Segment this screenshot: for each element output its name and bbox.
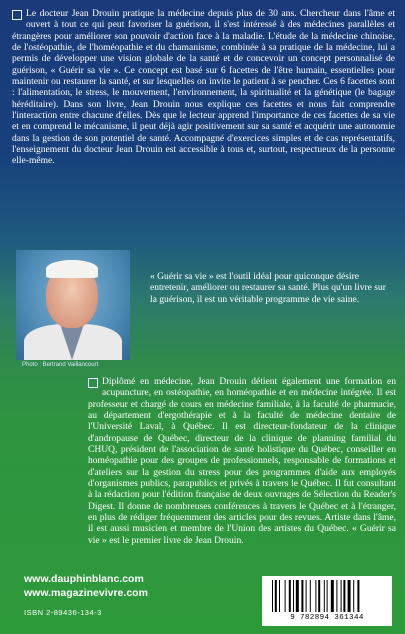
photo-credit: Photo : Bertrand Vaillancourt (22, 362, 99, 368)
website-links (24, 572, 148, 600)
quote-paragraph: « Guérir sa vie » est l'outil idéal pour quiconque désire entretenir, améliorer ou restaurer sa santé. Plus qu'un livre sur la guérison, il est un véritable programme de vie saine. (150, 271, 386, 305)
link-magazinevivre[interactable]: www.magazinevivre.com (24, 587, 148, 599)
author-photo (16, 250, 130, 360)
barcode (262, 576, 392, 626)
dropcap-square-icon (88, 378, 98, 388)
intro-text: Le docteur Jean Drouin pratique la médecine depuis plus de 30 ans. Chercheur dans l'âme et ouvert à tout ce qui peut favoriser la guérison, il s'est intéressé à des médecines parallèles et étrangères pour améliorer son pouvoir d'action face à la maladie. L'étude de la médecine chinoise, de l'ostéopathie, de l'homéopathie et du chamanisme, combinée à sa pratique de la médecine, lui a permis de développer une vision globale de la santé et de concevoir un concept personnalisé de guérison, « Guérir sa vie ». Ce concept est basé sur 6 facettes de l'être humain, essentielles pour maintenir ou restaurer la santé, et sur lesquelles on invite le patient à se pencher. Ces 6 facettes sont : l'alimentation, le stress, le mouvement, l'environnement, la spiritualité et la génétique (le bagage héréditaire). Dans son livre, Jean Drouin nous explique ces facettes et nous fait comprendre l'interaction entre chacune d'elles. Dès que le lecteur apprend l'importance de ces facettes de sa vie et en comprend le mécanisme, il peut déjà agir positivement sur sa santé et acquérir une autonomie dans la gestion de son potentiel de santé. Accompagné d'exercices simples et de cas représentatifs, l'enseignement du docteur Jean Drouin est accessible à tous et, surtout, respectueux de la personne elle-même. (12, 8, 395, 167)
isbn-text: ISBN 2-89436-134-3 (24, 608, 102, 617)
bio-text: Diplômé en médecine, Jean Drouin détient également une formation en acupuncture, en ostéopathie, en homéopathie et en médecine intégrée. Il est professeur et chargé de cours en médecine familiale, à la faculté de pharmacie, au département d'ergothérapie et à la faculté de médecine dentaire de l'Université Laval, à Québec. Il est directeur-fondateur de la clinique d'andropause de Québec, directeur de la clinique de planning familial du CHUQ, président de l'association de santé holistique du Québec, conseiller en homéopathie pour des groupes de professionnels, responsable de formations et d'ateliers sur la gestion du stress pour des programmes d'aide aux employés d'organismes publics, parapublics et privés à travers le Québec. Il fut consultant à la rédaction pour l'édition française de deux ouvrages de Sélection du Reader's Digest. Il donne de nombreuses conférences à travers le Québec et à l'étranger, en plus de rédiger fréquemment des articles pour des revues. Artiste dans l'âme, il est aussi musicien et membre de l'Union des artistes du Québec. « Guérir sa vie » est le premier livre de Jean Drouin. (88, 376, 396, 546)
intro-paragraph (12, 8, 395, 167)
barcode-bars-icon (272, 580, 382, 612)
bio-paragraph (88, 376, 396, 546)
author-hair (46, 260, 98, 278)
link-dauphinblanc[interactable]: www.dauphinblanc.com (24, 573, 144, 585)
barcode-number: 9 782894 361344 (290, 614, 364, 622)
dropcap-square-icon (12, 10, 22, 20)
